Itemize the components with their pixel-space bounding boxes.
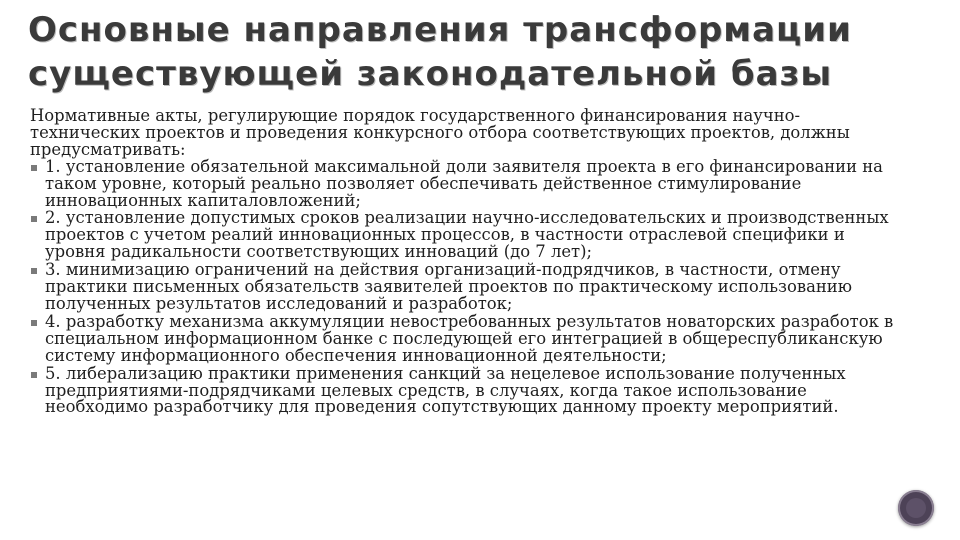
intro-paragraph: Нормативные акты, регулирующие порядок государственного финансирования научно-технических проектов и проведения конкурсного отбора соответствующих проектов, должны предусматривать: bbox=[30, 106, 850, 159]
list-item bbox=[30, 363, 910, 417]
list-item-text: 1. установление обязательной максимальной доли заявителя проекта в его финансировании на таком уровне, который реально позволяет обеспечивать действенное стимулирование инновационных капиталовложений; bbox=[45, 156, 883, 210]
slide-title: Основные направления трансформации существующей законодательной базы bbox=[28, 10, 852, 94]
circle-badge-icon bbox=[898, 490, 934, 526]
square-bullet-icon bbox=[31, 320, 37, 326]
square-bullet-icon bbox=[31, 372, 37, 378]
list-item-text: 3. минимизацию ограничений на действия организаций-подрядчиков, в частности, отмену практики письменных обязательств заявителей проектов по практическому использованию полученных результатов исследований и разработок; bbox=[45, 260, 852, 313]
slide-body bbox=[30, 108, 910, 417]
list-item bbox=[30, 156, 910, 210]
square-bullet-icon bbox=[31, 216, 37, 222]
list-item bbox=[30, 262, 910, 313]
square-bullet-icon bbox=[31, 165, 37, 171]
list-item-text: 4. разработку механизма аккумуляции невостребованных результатов новаторских разработок в специальном информационном банке с последующей его интеграцией в общереспубликанскую систему информационного обеспечения инновационной деятельности; bbox=[45, 311, 894, 365]
list-item-text: 2. установление допустимых сроков реализации научно-исследовательских и производственных проектов с учетом реалий инновационных процессов, в частности отраслевой специфики и уровня радикальности соответствующих инноваций (до 7 лет); bbox=[45, 208, 889, 262]
badge-center bbox=[906, 498, 926, 518]
bullet-list bbox=[30, 156, 910, 417]
list-item-text: 5. либерализацию практики применения санкций за нецелевое использование полученных предприятиями-подрядчиками целевых средств, в случаях, когда такое использование необходимо разработчику для проведения сопутствующих данному проекту мероприятий. bbox=[45, 363, 846, 417]
square-bullet-icon bbox=[31, 268, 37, 274]
list-item bbox=[30, 311, 910, 365]
list-item bbox=[30, 210, 910, 261]
